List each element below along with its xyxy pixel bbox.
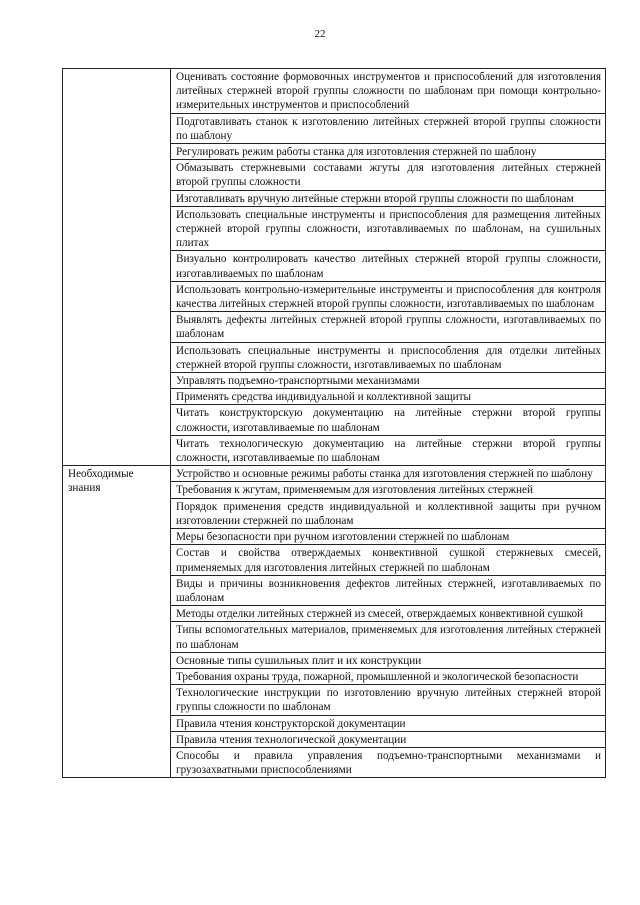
knowledge-item-cell [171, 668, 606, 684]
skills-item: Читать конструкторскую документацию на литейные стержни второй группы сложности, изготавливаемые по шаблонам [176, 407, 601, 434]
skills-item-cell [171, 190, 606, 206]
knowledge-item-cell [171, 606, 606, 622]
knowledge-item: Устройство и основные режимы работы станка для изготовления стержней по шаблону [176, 468, 593, 481]
skills-item: Подготавливать станок к изготовлению литейных стержней второй группы сложности по шаблону [176, 115, 601, 142]
knowledge-item-cell [171, 685, 606, 715]
skills-item: Изготавливать вручную литейные стержни второй группы сложности по шаблонам [176, 192, 574, 205]
knowledge-item-cell [171, 529, 606, 545]
skills-item: Управлять подъемно-транспортными механизмами [176, 375, 420, 388]
knowledge-item-cell [171, 498, 606, 528]
skills-item: Регулировать режим работы станка для изготовления стержней по шаблону [176, 146, 537, 159]
knowledge-item: Правила чтения технологической документации [176, 733, 407, 746]
knowledge-item: Требования охраны труда, пожарной, промышленной и экологической безопасности [176, 670, 579, 683]
skills-item-cell [171, 312, 606, 342]
skills-item-cell [171, 69, 606, 114]
knowledge-item: Порядок применения средств индивидуальной и коллективной защиты при ручном изготовлении стержней по шаблонам [176, 500, 601, 527]
knowledge-item-cell [171, 731, 606, 747]
skills-item: Использовать контрольно-измерительные инструменты и приспособления для контроля качества литейных стержней второй группы сложности, изготавливаемых по шаблонам [176, 283, 601, 311]
skills-item-cell [171, 405, 606, 435]
skills-item-cell [171, 113, 606, 143]
knowledge-item: Меры безопасности при ручном изготовлении стержней по шаблонам [176, 531, 510, 544]
skills-item: Использовать специальные инструменты и приспособления для размещения литейных стержней второй группы сложности, изготавливаемых по шаблонам, на сушильных плитах [176, 208, 601, 250]
skills-item-cell [171, 251, 606, 281]
skills-item-cell [171, 281, 606, 311]
skills-item-cell [171, 435, 606, 465]
skills-item: Выявлять дефекты литейных стержней второй группы сложности, изготавливаемых по шаблонам [176, 314, 601, 341]
knowledge-item: Состав и свойства отверждаемых конвективной сушкой стержневых смесей, применяемых для изготовления литейных стержней по шаблонам [176, 547, 601, 574]
skills-item: Применять средства индивидуальной и коллективной защиты [176, 391, 472, 404]
knowledge-label-cell [63, 466, 171, 778]
skills-item: Визуально контролировать качество литейных стержней второй группы сложности, изготавливаемых по шаблонам [176, 253, 601, 280]
knowledge-item: Виды и причины возникновения дефектов литейных стержней, изготавливаемых по шаблонам [176, 577, 601, 604]
knowledge-item-cell [171, 575, 606, 605]
skills-row [63, 69, 606, 114]
skills-item: Читать технологическую документацию на литейные стержни второй группы сложности, изготавливаемые по шаблонам [176, 437, 601, 465]
skills-item: Использовать специальные инструменты и приспособления для отделки литейных стержней второй группы сложности, изготавливаемых по шаблонам [176, 344, 601, 371]
skills-item-cell [171, 144, 606, 160]
requirements-table [62, 68, 606, 778]
skills-label-cell [63, 69, 171, 466]
knowledge-row [63, 466, 606, 482]
requirements-table-body [63, 69, 606, 778]
skills-item-cell [171, 342, 606, 372]
knowledge-item-cell [171, 482, 606, 498]
knowledge-item: Основные типы сушильных плит и их конструкции [176, 654, 422, 667]
skills-item-cell [171, 206, 606, 251]
knowledge-label: Необходимые знания [68, 468, 134, 495]
skills-item: Обмазывать стержневыми составами жгуты для изготовления литейных стержней второй группы сложности [176, 162, 601, 189]
knowledge-item: Типы вспомогательных материалов, применяемых для изготовления литейных стержней по шаблонам [176, 624, 601, 651]
skills-item-cell [171, 373, 606, 389]
knowledge-item-cell [171, 545, 606, 575]
knowledge-item-cell [171, 747, 606, 777]
knowledge-item: Способы и правила управления подъемно-транспортными механизмами и грузозахватными приспособлениями [176, 749, 601, 777]
knowledge-item: Методы отделки литейных стержней из смесей, отверждаемых конвективной сушкой [176, 608, 584, 621]
knowledge-item: Технологические инструкции по изготовлению вручную литейных стержней второй группы сложности по шаблонам [176, 687, 601, 714]
knowledge-item-cell [171, 622, 606, 652]
skills-item-cell [171, 160, 606, 190]
knowledge-item: Правила чтения конструкторской документации [176, 717, 406, 730]
knowledge-item-cell [171, 466, 606, 482]
knowledge-item: Требования к жгутам, применяемым для изготовления литейных стержней [176, 484, 533, 497]
page-number: 22 [314, 28, 326, 40]
skills-item-cell [171, 389, 606, 405]
knowledge-item-cell [171, 652, 606, 668]
skills-item: Оценивать состояние формовочных инструментов и приспособлений для изготовления литейных стержней второй группы сложности по шаблонам при помощи контрольно-измерительных инструментов и приспособлений [176, 71, 601, 112]
knowledge-item-cell [171, 715, 606, 731]
